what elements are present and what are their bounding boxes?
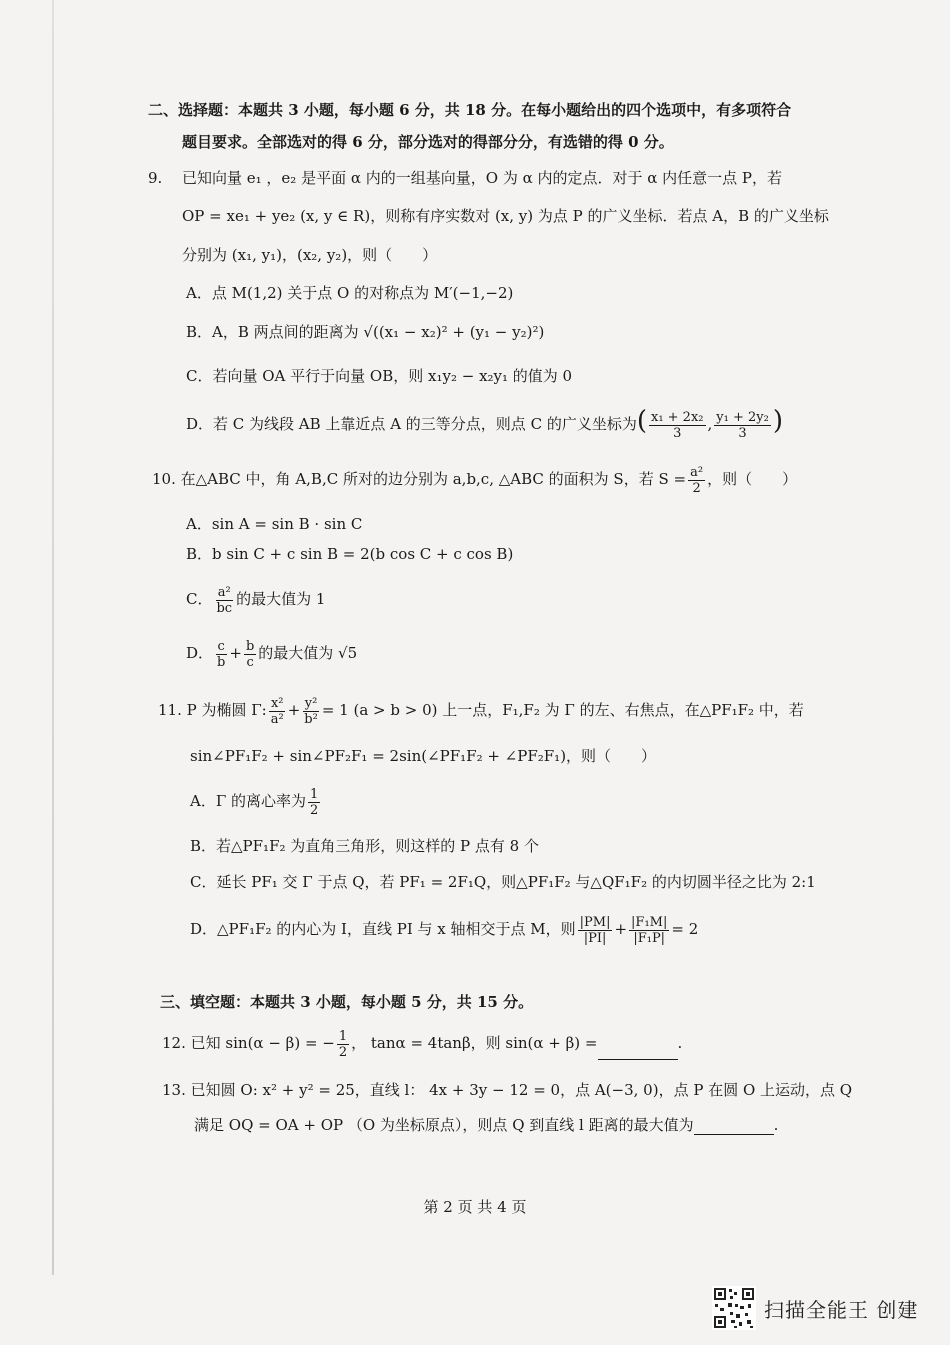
q11-line2: sin∠PF₁F₂ + sin∠PF₂F₁ = 2sin(∠PF₁F₂ + ∠PF₂F₁)，则（ ）: [190, 747, 657, 765]
q11-option-d-frac2: $\frac{\text{|F₁M|}}{\text{|F₁P|}}$: [631, 914, 668, 946]
q9-option-b: B．A，B 两点间的距离为 √((x₁ − x₂)² + (y₁ − y₂)²): [186, 323, 545, 341]
q9-option-a: A．点 M(1,2) 关于点 O 的对称点为 M′(−1,−2): [186, 284, 514, 302]
q11-option-b: B．若△PF₁F₂ 为直角三角形，则这样的 P 点有 8 个: [190, 837, 539, 855]
q10-stem-frac: $\frac{\text{a²}}{2}$: [690, 464, 704, 496]
q11-number: 11.: [158, 701, 182, 719]
section2-heading-line1: 二、选择题：本题共 3 小题，每小题 6 分，共 18 分。在每小题给出的四个选项中，有多项符合: [148, 101, 792, 119]
q11-option-a: A．Γ 的离心率为 $\frac{1}{2}$: [190, 786, 319, 818]
q13-answer-blank[interactable]: [694, 1134, 774, 1135]
q9-option-d-frac1: $\frac{\text{x₁ + 2x₂}}{3}$: [650, 409, 704, 441]
q13-line2: 满足 OQ = OA + OP （O 为坐标原点），则点 Q 到直线 l 距离的最大值为 .: [194, 1116, 779, 1134]
q10-option-c-frac: $\frac{\text{a²}}{bc}$: [216, 584, 233, 616]
q10-number: 10.: [152, 470, 176, 488]
q10-option-b: B．b sin C + c sin B = 2(b cos C + c cos B): [186, 545, 514, 563]
q11-stem-frac-y: $\frac{\text{y²}}{\text{b²}}$: [304, 695, 318, 727]
q9-line3: 分别为 (x₁, y₁)，(x₂, y₂)，则（ ）: [182, 246, 438, 264]
q9-number: 9.: [148, 169, 163, 187]
q11-option-d-frac1: $\frac{|PM|}{|PI|}$: [579, 914, 611, 946]
q10-stem: 10. 在△ABC 中，角 A,B,C 所对的边分别为 a,b,c, △ABC 的面积为 S，若 S = $\frac{\text{a²}}{2}$ ，则（ ）: [152, 464, 798, 496]
watermark-text: 扫描全能王 创建: [764, 1297, 919, 1322]
q9-option-d: D．若 C 为线段 AB 上靠近点 A 的三等分点，则点 C 的广义坐标为( $\frac{\text{x₁ + 2x₂}}{3}$ , $\frac{\text{y₁ + 2y₂}}{3}$ ): [186, 406, 783, 441]
q9-option-d-frac2: $\frac{\text{y₁ + 2y₂}}{3}$: [716, 409, 769, 441]
q12-number: 12.: [162, 1034, 186, 1052]
q13-number: 13.: [162, 1081, 186, 1099]
q11-option-c: C．延长 PF₁ 交 Γ 于点 Q，若 PF₁ = 2F₁Q，则△PF₁F₂ 与△QF₁F₂ 的内切圆半径之比为 2:1: [190, 873, 816, 891]
scan-edge: [52, 0, 54, 1275]
q11-option-a-frac: $\frac{1}{2}$: [310, 786, 319, 818]
q9-option-d-text: D．若 C 为线段 AB 上靠近点 A 的三等分点，则点 C 的广义坐标为: [186, 415, 637, 433]
q10-option-a: A．sin A = sin B · sin C: [186, 515, 363, 533]
q11-option-d: D．△PF₁F₂ 的内心为 I，直线 PI 与 x 轴相交于点 M，则 $\frac{|PM|}{|PI|}$ + $\frac{\text{|F₁M|}}{\text{|F₁P|}}$ = 2: [190, 914, 699, 946]
q12-frac: $\frac{1}{2}$: [338, 1028, 348, 1060]
q10-option-c: C． $\frac{\text{a²}}{bc}$ 的最大值为 1: [186, 584, 326, 616]
q9-line1: 已知向量 e₁ ，e₂ 是平面 α 内的一组基向量，O 为 α 内的定点．对于 α 内任意一点 P，若: [182, 169, 783, 187]
scanner-watermark: [712, 1286, 918, 1330]
q12-answer-blank[interactable]: [598, 1059, 678, 1060]
section3-heading: 三、填空题：本题共 3 小题，每小题 5 分，共 15 分。: [160, 993, 534, 1011]
q11-stem-frac-x: $\frac{\text{x²}}{\text{a²}}$: [270, 695, 284, 727]
q10-option-d-frac1: $\frac{c}{b}$: [217, 638, 226, 670]
q10-option-d-frac2: $\frac{b}{c}$: [245, 638, 255, 670]
section2-heading-line2: 题目要求。全部选对的得 6 分，部分选对的得部分分，有选错的得 0 分。: [182, 133, 674, 151]
q13-line1: 13. 已知圆 O: x² + y² = 25，直线 l： 4x + 3y − 12 = 0，点 A(−3, 0)，点 P 在圆 O 上运动，点 Q: [162, 1081, 853, 1099]
qr-code-icon: [712, 1286, 756, 1330]
q12-line: 12. 已知 sin(α − β) = − $\frac{1}{2}$ ， tanα = 4tanβ，则 sin(α + β) = .: [162, 1028, 683, 1060]
q9-line2: OP = xe₁ + ye₂ (x, y ∈ R)，则称有序实数对 (x, y) 为点 P 的广义坐标．若点 A，B 的广义坐标: [182, 207, 829, 225]
q9-option-c: C．若向量 OA 平行于向量 OB，则 x₁y₂ − x₂y₁ 的值为 0: [186, 367, 573, 385]
q11-stem: 11. P 为椭圆 Γ: $\frac{\text{x²}}{\text{a²}}$ + $\frac{\text{y²}}{\text{b²}}$ = 1 (a > b > 0) 上一点，F₁,F₂ 为 Γ 的左、右焦点，在△PF₁F₂ 中，若: [158, 695, 804, 727]
page-number: 第 2 页 共 4 页: [423, 1198, 527, 1216]
q10-option-d: D． $\frac{c}{b}$ + $\frac{b}{c}$ 的最大值为 √5: [186, 638, 358, 670]
